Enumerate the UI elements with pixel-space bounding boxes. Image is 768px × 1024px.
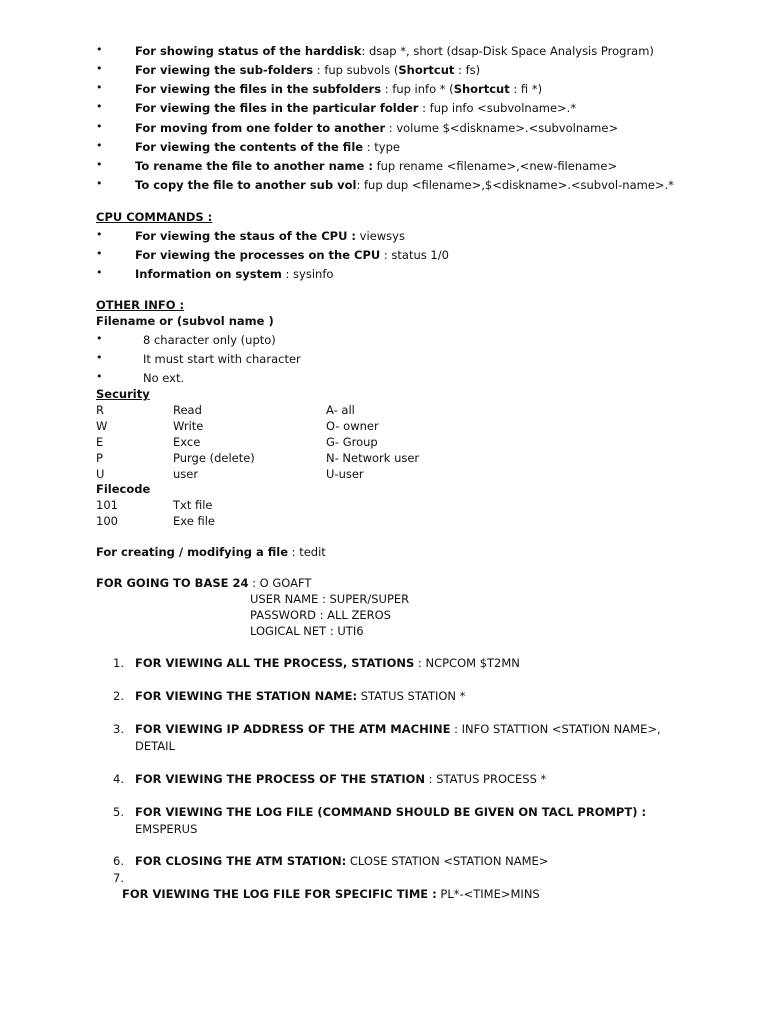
command-label: For viewing the sub-folders bbox=[135, 63, 314, 77]
command-label: For viewing the staus of the CPU : bbox=[135, 229, 357, 243]
bullet: • bbox=[96, 100, 103, 113]
filename-heading: Filename or (subvol name ) bbox=[96, 314, 274, 328]
command-value: fup info <subvolname>.* bbox=[429, 101, 577, 115]
base24-password: PASSWORD : ALL ZEROS bbox=[250, 608, 391, 622]
bullet: • bbox=[96, 81, 103, 94]
command-value: fup info * ( bbox=[392, 82, 454, 96]
bullet: • bbox=[96, 139, 103, 152]
bullet: • bbox=[96, 228, 103, 241]
command-label: For showing status of the harddisk bbox=[135, 44, 362, 58]
command-label: For viewing the contents of the file bbox=[135, 140, 364, 154]
command-value: : status 1/0 bbox=[380, 248, 449, 262]
bullet: • bbox=[96, 247, 103, 260]
bullet: • bbox=[96, 62, 103, 75]
bullet: • bbox=[96, 177, 103, 190]
shortcut-label: Shortcut bbox=[398, 63, 455, 77]
bullet: • bbox=[96, 158, 103, 171]
command-label: For moving from one folder to another bbox=[135, 121, 386, 135]
cpu-commands-heading: CPU COMMANDS : bbox=[96, 210, 213, 224]
shortcut-label: Shortcut bbox=[453, 82, 510, 96]
command-label: For viewing the files in the subfolders bbox=[135, 82, 382, 96]
bullet: • bbox=[96, 370, 103, 383]
command-value: dsap *, short (dsap-Disk Space Analysis Program) bbox=[368, 44, 654, 58]
specific-time-line: FOR VIEWING THE LOG FILE FOR SPECIFIC TIME : PL*-<TIME>MINS bbox=[122, 887, 540, 901]
command-value: volume $<diskname>.<subvolname> bbox=[396, 121, 619, 135]
security-heading: Security bbox=[96, 387, 150, 401]
bullet: • bbox=[96, 120, 103, 133]
tedit-line: For creating / modifying a file : tedit bbox=[96, 545, 326, 559]
bullet: • bbox=[96, 351, 103, 364]
command-value: fup dup <filename>,$<diskname>.<subvol-name>.* bbox=[363, 178, 674, 192]
base24-line: FOR GOING TO BASE 24 : O GOAFT bbox=[96, 576, 312, 590]
bullet: • bbox=[96, 266, 103, 279]
command-value: fup subvols ( bbox=[324, 63, 399, 77]
base24-username: USER NAME : SUPER/SUPER bbox=[250, 592, 410, 606]
command-label: Information on system bbox=[135, 267, 282, 281]
command-value: fup rename <filename>,<new-filename> bbox=[376, 159, 618, 173]
command-label: For viewing the processes on the CPU bbox=[135, 248, 381, 262]
command-label: To copy the file to another sub vol bbox=[135, 178, 357, 192]
base24-logical-net: LOGICAL NET : UTI6 bbox=[250, 624, 364, 638]
filecode-heading: Filecode bbox=[96, 482, 151, 496]
other-info-heading: OTHER INFO : bbox=[96, 298, 185, 312]
command-value: : sysinfo bbox=[281, 267, 334, 281]
command-value: type bbox=[374, 140, 400, 154]
bullet: • bbox=[96, 43, 103, 56]
command-label: To rename the file to another name : bbox=[135, 159, 373, 173]
bullet: • bbox=[96, 332, 103, 345]
command-label: For viewing the files in the particular folder bbox=[135, 101, 419, 115]
command-value: viewsys bbox=[356, 229, 405, 243]
